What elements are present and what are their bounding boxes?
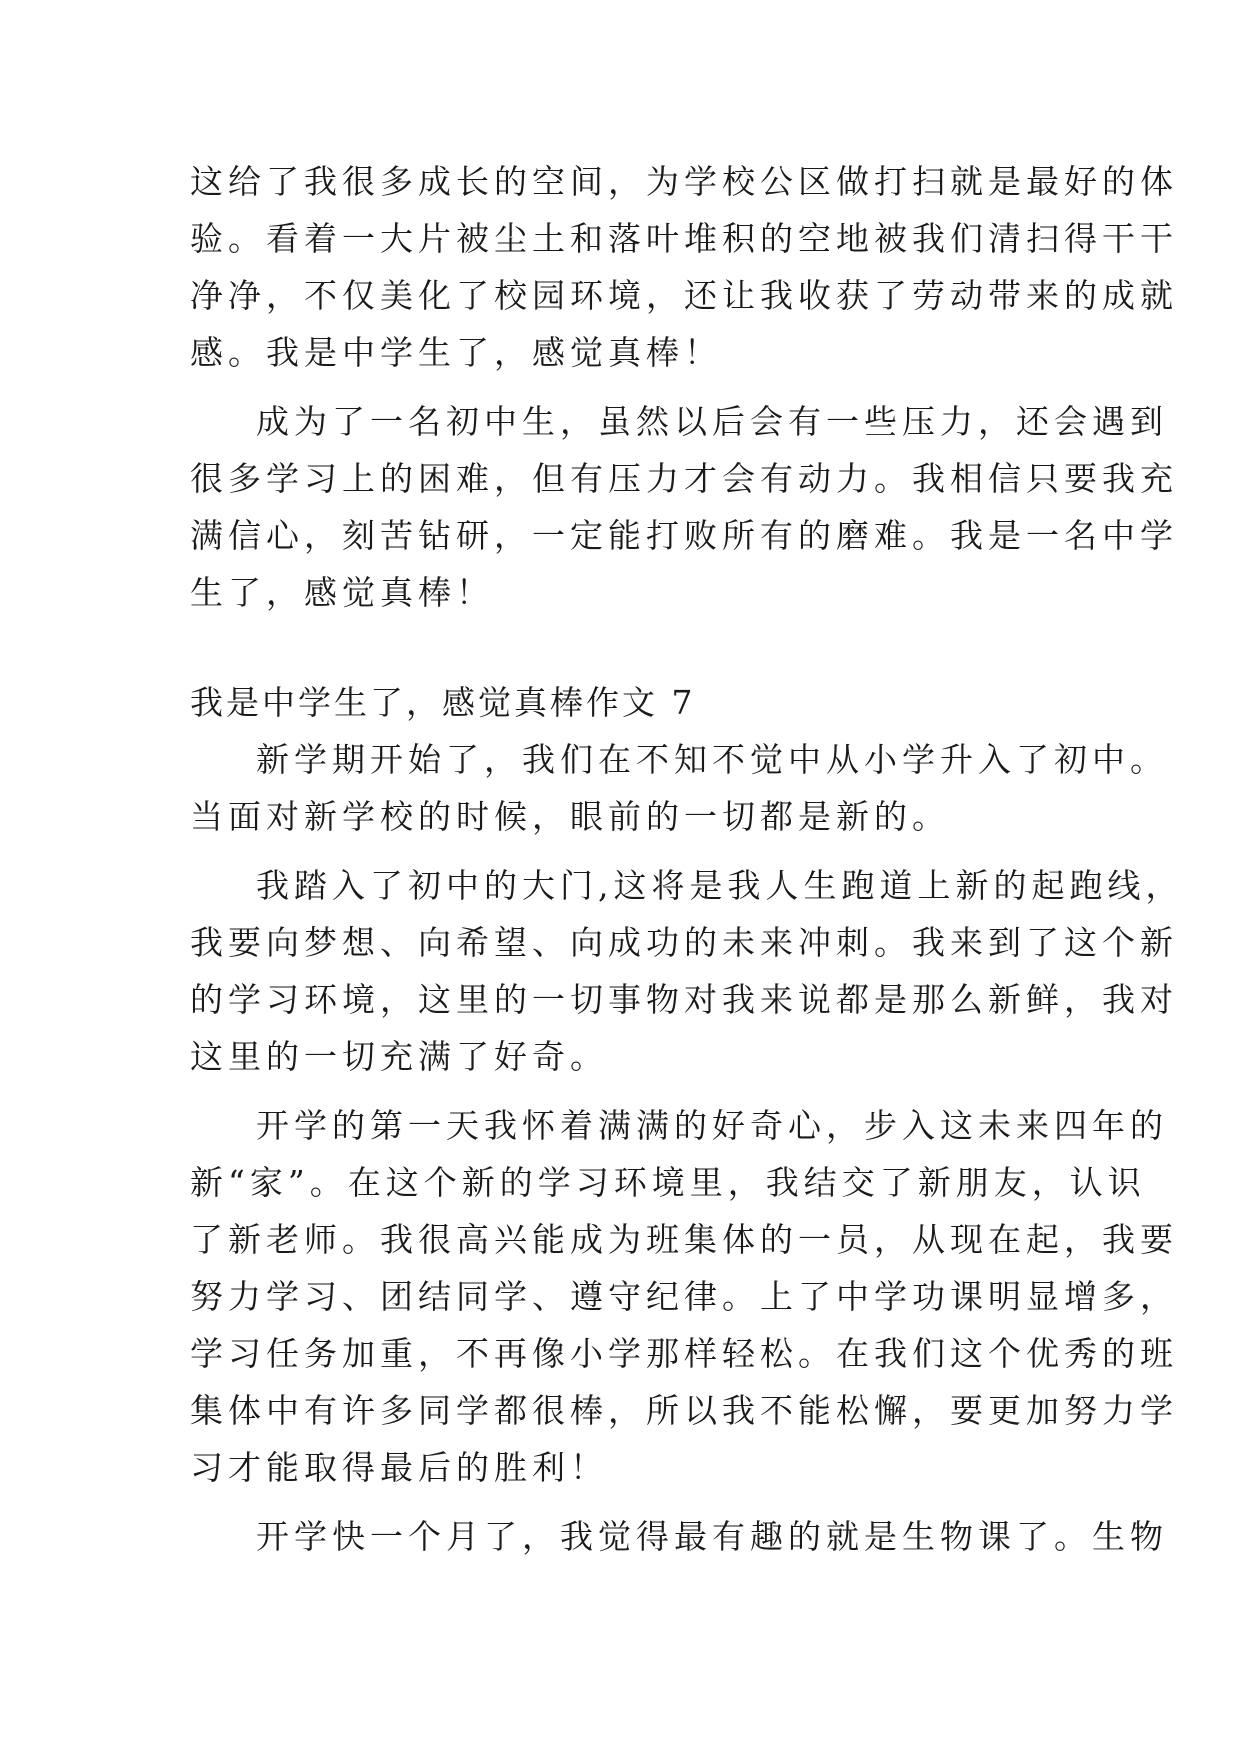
- paragraph-start-line: 新学期开始了，我们在不知不觉中从小学升入了初中。: [256, 740, 1168, 779]
- text-line: 的学习环境，这里的一切事物对我来说都是那么新鲜，我对: [190, 980, 1178, 1019]
- text-line: 净净，不仅美化了校园环境，还让我收获了劳动带来的成就: [190, 276, 1178, 315]
- text-line: 很多学习上的困难，但有压力才会有动力。我相信只要我充: [190, 459, 1178, 498]
- text-line: 新“家”。在这个新的学习环境里，我结交了新朋友，认识: [190, 1163, 1146, 1202]
- text-line: 感。我是中学生了，感觉真棒！: [190, 333, 722, 372]
- text-line: 习才能取得最后的胜利！: [190, 1448, 608, 1487]
- text-line: 我要向梦想、向希望、向成功的未来冲刺。我来到了这个新: [190, 923, 1178, 962]
- text-line: 这里的一切充满了好奇。: [190, 1037, 608, 1076]
- text-line: 满信心，刻苦钻研，一定能打败所有的磨难。我是一名中学: [190, 516, 1178, 555]
- text-line: 学习任务加重，不再像小学那样轻松。在我们这个优秀的班: [190, 1334, 1178, 1373]
- text-line: 当面对新学校的时候，眼前的一切都是新的。: [190, 797, 950, 836]
- text-line: 生了，感觉真棒！: [190, 573, 494, 612]
- paragraph-start-line: 开学快一个月了，我觉得最有趣的就是生物课了。生物: [256, 1517, 1168, 1556]
- text-line: 验。看着一大片被尘土和落叶堆积的空地被我们清扫得干干: [190, 219, 1178, 258]
- paragraph-start-line: 我踏入了初中的大门,这将是我人生跑道上新的起跑线，: [256, 866, 1184, 905]
- section-heading: 我是中学生了，感觉真棒作文 7: [190, 683, 696, 722]
- paragraph-start-line: 成为了一名初中生，虽然以后会有一些压力，还会遇到: [256, 402, 1168, 441]
- paragraph-start-line: 开学的第一天我怀着满满的好奇心，步入这未来四年的: [256, 1106, 1168, 1145]
- text-line: 集体中有许多同学都很棒，所以我不能松懈，要更加努力学: [190, 1391, 1178, 1430]
- text-line: 努力学习、团结同学、遵守纪律。上了中学功课明显增多，: [190, 1277, 1178, 1316]
- text-line: 这给了我很多成长的空间，为学校公区做打扫就是最好的体: [190, 162, 1178, 201]
- text-line: 了新老师。我很高兴能成为班集体的一员，从现在起，我要: [190, 1220, 1178, 1259]
